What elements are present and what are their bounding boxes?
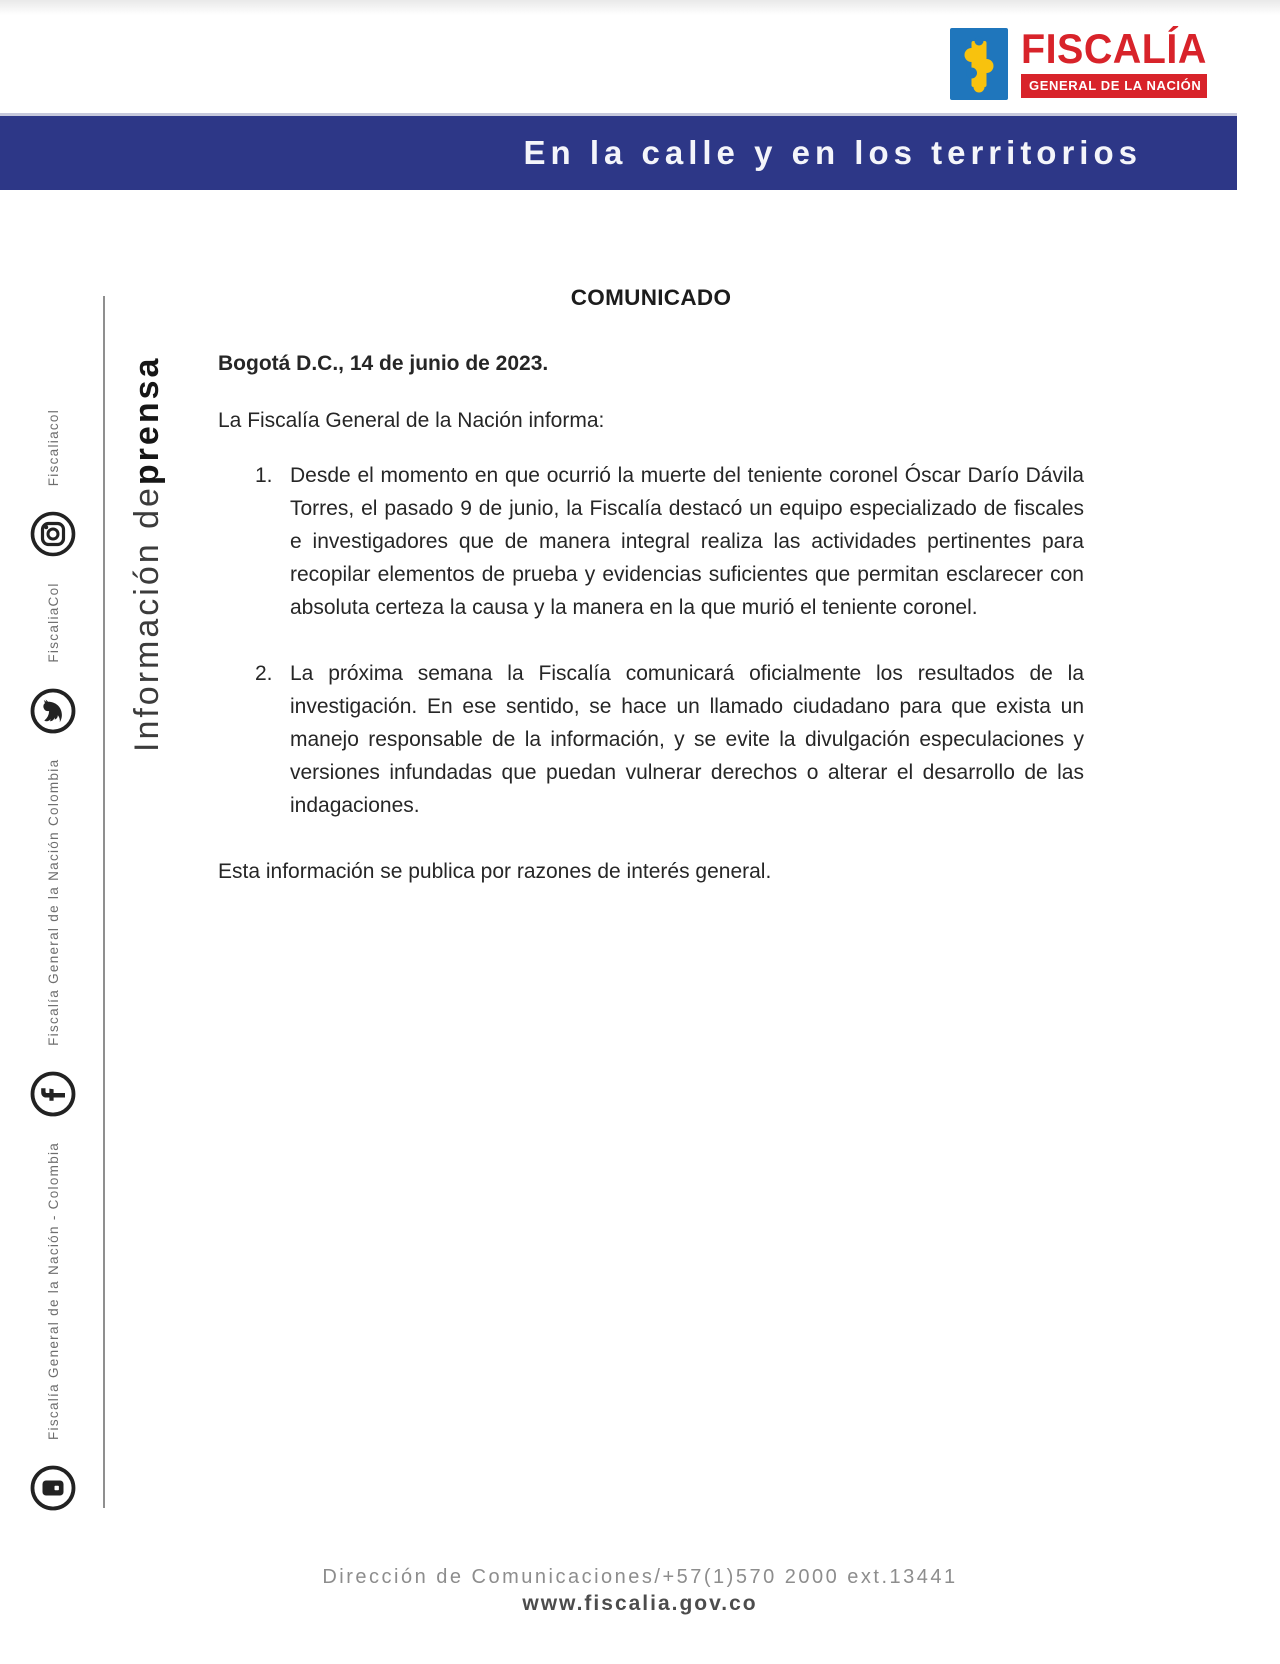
logo-wordmark xyxy=(1021,25,1219,98)
page-footer xyxy=(0,1566,1280,1616)
numbered-list xyxy=(218,460,1084,823)
list-item xyxy=(218,658,1084,823)
press-info-label xyxy=(118,292,176,752)
list-item-text: La próxima semana la Fiscalía comunicará oficialmente los resultados de la investigación. En ese sentido, se hace un llamado ciudadano para que exista un manejo responsable de la información, y se evite la divulgación especulaciones y versiones infundadas que puedan vulnerar derechos o alterar el desarrollo de las indagaciones. xyxy=(290,662,1084,817)
social-rail xyxy=(22,294,84,1512)
logo-subtitle: GENERAL DE LA NACIÓN xyxy=(1021,74,1207,98)
top-gradient xyxy=(0,0,1280,15)
social-handle-instagram[interactable]: Fiscaliacol xyxy=(45,408,61,487)
dateline: Bogotá D.C., 14 de junio de 2023. xyxy=(218,352,549,376)
instagram-icon[interactable] xyxy=(29,510,77,558)
fiscalia-logo xyxy=(950,25,1219,100)
facebook-icon[interactable] xyxy=(29,1070,77,1118)
list-item-number: 1. xyxy=(255,464,273,488)
sidebar-divider xyxy=(103,296,105,1508)
press-label-bold: prensa xyxy=(127,355,166,486)
social-handle-twitter[interactable]: FiscaliaCol xyxy=(45,582,61,663)
mobile-app-icon[interactable] xyxy=(29,1464,77,1512)
logo-brand: FISCALÍA xyxy=(1021,25,1207,72)
press-label-regular: Información de xyxy=(127,485,166,752)
list-item-text: Desde el momento en que ocurrió la muerte del teniente coronel Óscar Darío Dávila Torres, el pasado 9 de junio, la Fiscalía destacó un equipo especializado de fiscales e investigadores que de manera integral realiza las actividades pertinentes para recopilar elementos de prueba y evidencias suficientes que permitan esclarecer con absoluta certeza la causa y la manera en la que murió el teniente coronel. xyxy=(290,464,1084,620)
social-handle-facebook[interactable]: Fiscalía General de la Nación Colombia xyxy=(45,758,61,1046)
list-item xyxy=(218,460,1084,625)
website-link[interactable]: www.fiscalia.gov.co xyxy=(522,1592,758,1615)
slogan-text: En la calle y en los territorios xyxy=(523,134,1142,171)
closing-line: Esta información se publica por razones de interés general. xyxy=(218,859,772,883)
document-body xyxy=(218,280,1084,889)
slogan-banner xyxy=(0,113,1237,190)
fiscalia-puzzle-icon xyxy=(950,28,1008,100)
document-title: COMUNICADO xyxy=(570,285,732,310)
intro-line: La Fiscalía General de la Nación informa: xyxy=(218,409,605,433)
twitter-icon[interactable] xyxy=(29,687,77,735)
social-handle-mobile[interactable]: Fiscalía General de la Nación - Colombia xyxy=(45,1141,61,1440)
list-item-number: 2. xyxy=(255,662,273,686)
contact-line: Dirección de Comunicaciones/+57(1)570 2000 ext.13441 xyxy=(322,1566,958,1588)
